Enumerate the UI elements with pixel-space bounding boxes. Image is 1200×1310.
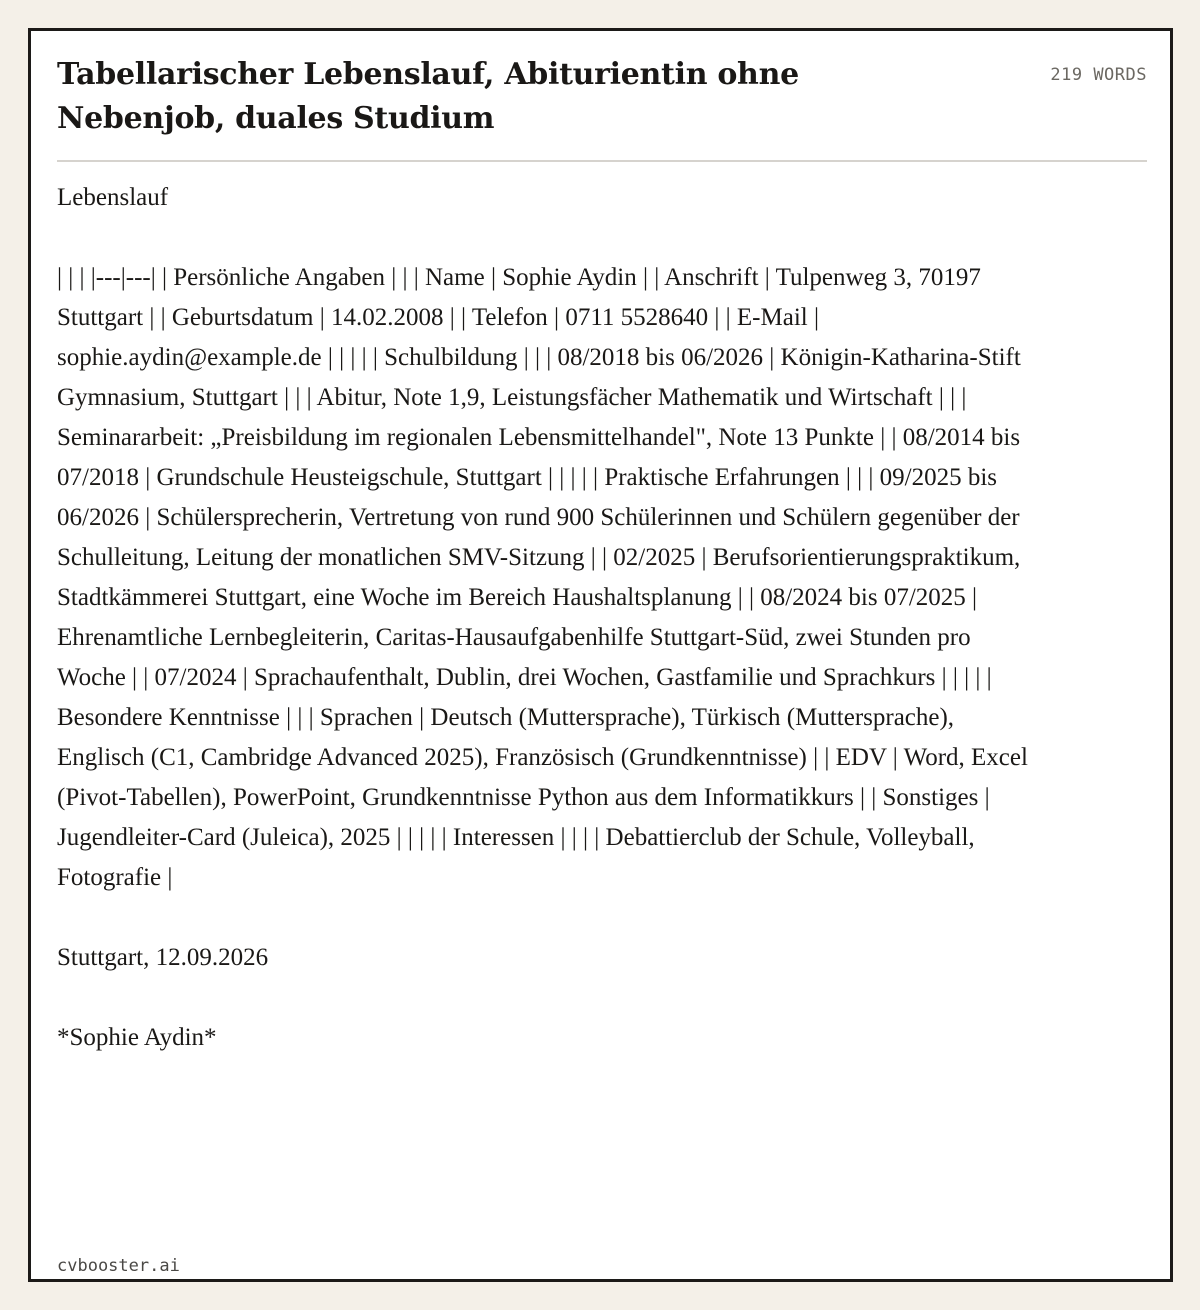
source-label: cvbooster.ai [57,1256,180,1276]
document-header [57,53,1147,163]
cv-heading: Lebenslauf [57,184,169,211]
document-title: Tabellarischer Lebenslauf, Abiturientin ohne Nebenjob, duales Studium [57,57,799,136]
word-count-badge: 219 WORDS [1050,65,1147,85]
paragraph-gap [57,218,1037,258]
place-date: Stuttgart, 12.09.2026 [57,944,269,971]
paragraph-gap [57,898,1037,938]
cv-table-text: | | | |---|---| | Persönliche Angaben | | | Name | Sophie Aydin | | Anschrift | Tulpenweg 3, 70197 Stuttgart | | Geburtsdatum | 14.02.2008 | | Telefon | 0711 5528640 | | E-Mail | sophie.aydin@example.de | | | | | Schulbildung | | | 08/2018 bis 06/2026 | Königin-Katharina-Stift Gymnasium, Stuttgart | | | Abitur, Note 1,9, Leistungsfächer Mathematik und Wirtschaft | | | Seminararbeit: „Preisbildung im regionalen Lebensmittelhandel", Note 13 Punkte | | 08/2014 bis 07/2018 | Grundschule Heusteigschule, Stuttgart | | | | | Praktische Erfahrungen | | | 09/2025 bis 06/2026 | Schülersprecherin, Vertretung von rund 900 Schülerinnen und Schülern gegenüber der Schulleitung, Leitung der monatlichen SMV-Sitzung | | 02/2025 | Berufsorientierungspraktikum, Stadtkämmerei Stuttgart, eine Woche im Bereich Haushaltsplanung | | 08/2024 bis 07/2025 | Ehrenamtliche Lernbegleiterin, Caritas-Hausaufgabenhilfe Stuttgart-Süd, zwei Stunden pro Woche | | 07/2024 | Sprachaufenthalt, Dublin, drei Wochen, Gastfamilie und Sprachkurs | | | | | Besondere Kenntnisse | | | Sprachen | Deutsch (Muttersprache), Türkisch (Muttersprache), Englisch (C1, Cambridge Advanced 2025), Französisch (Grundkenntnisse) | | EDV | Word, Excel (Pivot-Tabellen), PowerPoint, Grundkenntnisse Python aus dem Informatikkurs | | Sonstiges | Jugendleiter-Card (Juleica), 2025 | | | | | Interessen | | | | Debattierclub der Schule, Volleyball, Fotografie | [57,264,1028,891]
document-body [57,178,1037,1058]
document-card [28,28,1173,1282]
header-divider [57,160,1147,162]
paragraph-gap [57,978,1037,1018]
signature: *Sophie Aydin* [57,1024,217,1051]
